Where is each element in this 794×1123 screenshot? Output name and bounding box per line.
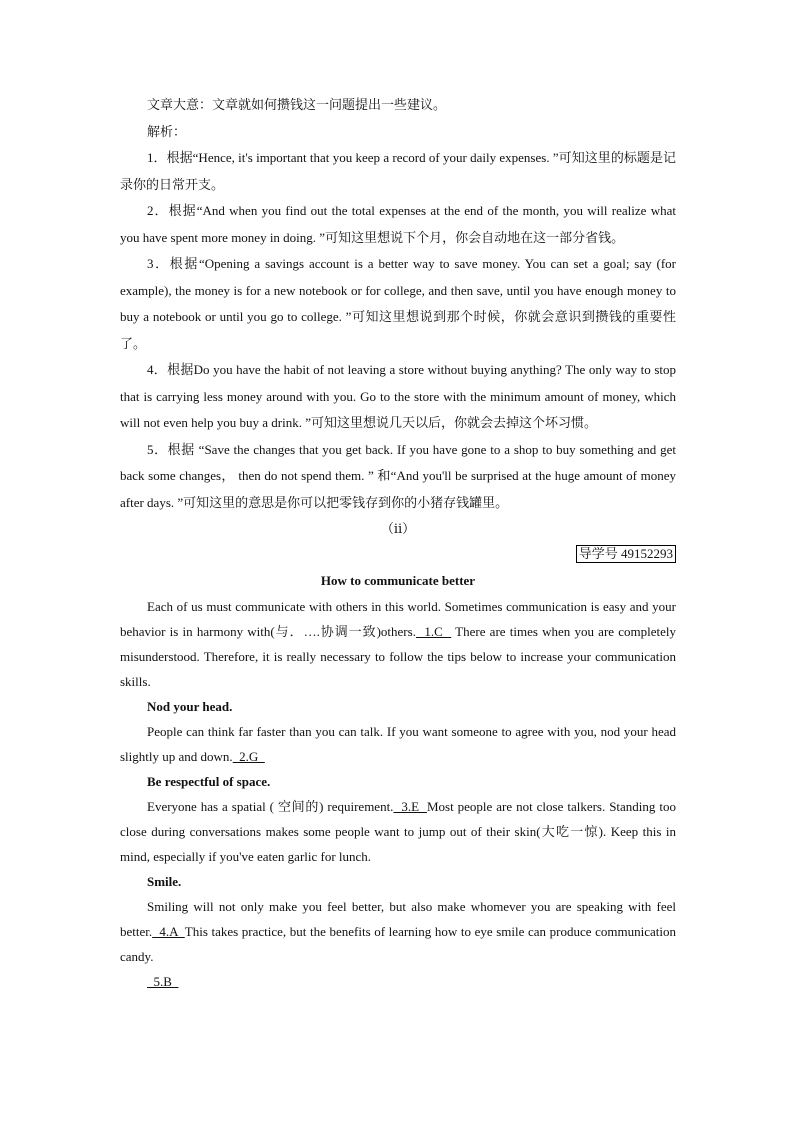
paragraph-nod	[120, 719, 676, 769]
explanation-5: 5．根据 “Save the changes that you get back. If you have gone to a shop to buy something and get back some changes， then do not spend them. ” 和“And you'll be surprised at the huge amount of money after days. ”可知这里的意思是你可以把零钱存到你的小猪存钱罐里。	[120, 441, 676, 510]
analysis-label: 解析：	[147, 123, 187, 139]
article-intro	[120, 594, 676, 694]
answer-blank-1: 1.C	[415, 624, 452, 639]
explanation-4: 4．根据Do you have the habit of not leaving a store without buying anything? The only way to stop that is carrying less money around with you. Go to the store with the minimum amount of money, which will not even help you buy a drink. ”可知这里想说几天以后，你就会去掉这个坏习惯。	[120, 362, 676, 430]
heading-space: Be respectful of space.	[147, 774, 271, 789]
explanation-1: 1．根据“Hence, it's important that you keep a record of your daily expenses. ”可知这里的标题是记录你的日常开支。	[120, 150, 676, 192]
answer-line-5	[120, 969, 676, 994]
document-page	[120, 92, 676, 994]
p1-text: People can think far faster than you can talk. If you want someone to agree with you, nod your head slightly up and down.	[120, 724, 676, 764]
heading-smile: Smile.	[147, 874, 182, 889]
answer-blank-3: 3.E	[393, 799, 427, 814]
section-marker: （ⅱ）	[380, 521, 416, 536]
answer-blank-5: 5.B	[147, 974, 179, 989]
heading-nod-your-head: Nod your head.	[147, 699, 233, 714]
p2-text-1: Everyone has a spatial ( 空间的) requirement.	[147, 799, 394, 814]
guide-number-row	[120, 544, 676, 568]
answer-blank-4: 4.A	[152, 924, 185, 939]
summary-text: 文章就如何攒钱这一问题提出一些建议。	[212, 97, 447, 112]
guide-number: 导学号 49152293	[576, 545, 676, 563]
intro-text-1: Each of us must communicate with others in this world. Sometimes communication is easy and your behavior is in harmony with(与．….协调一致)others.	[120, 599, 676, 639]
article-title: How to communicate better	[320, 573, 476, 588]
intro-text-2: There are times when you are completely misunderstood. Therefore, it is really necessary to follow the tips below to increase your communication skills.	[120, 624, 676, 689]
answer-blank-2: 2.G	[232, 749, 265, 764]
p2-text-2: Most people are not close talkers. Standing too close during conversations makes some people want to jump out of their skin(大吃一惊). Keep this in mind, especially if you've eaten garlic for lunch.	[120, 799, 676, 864]
p3-text-2: This takes practice, but the benefits of learning how to eye smile can produce communication candy.	[120, 924, 677, 964]
paragraph-space	[120, 794, 676, 869]
p3-text-1: Smiling will not only make you feel better, but also make whomever you are speaking with feel better.	[120, 899, 676, 939]
explanation-3: 3．根据“Opening a savings account is a better way to save money. You can set a goal; say (for example), the money is for a new notebook or for college, and then save, until you have enough money to buy a notebook or until you go to college. ”可知这里想说到那个时候，你就会意识到攒钱的重要性了。	[120, 256, 676, 351]
summary-label: 文章大意：	[147, 97, 213, 112]
explanation-2: 2．根据“And when you find out the total expenses at the end of the month, you will realize what you have spent more money in doing. ”可知这里想说下个月，你会自动地在这一部分省钱。	[120, 203, 676, 245]
summary-line	[120, 92, 676, 119]
paragraph-smile	[120, 894, 676, 969]
